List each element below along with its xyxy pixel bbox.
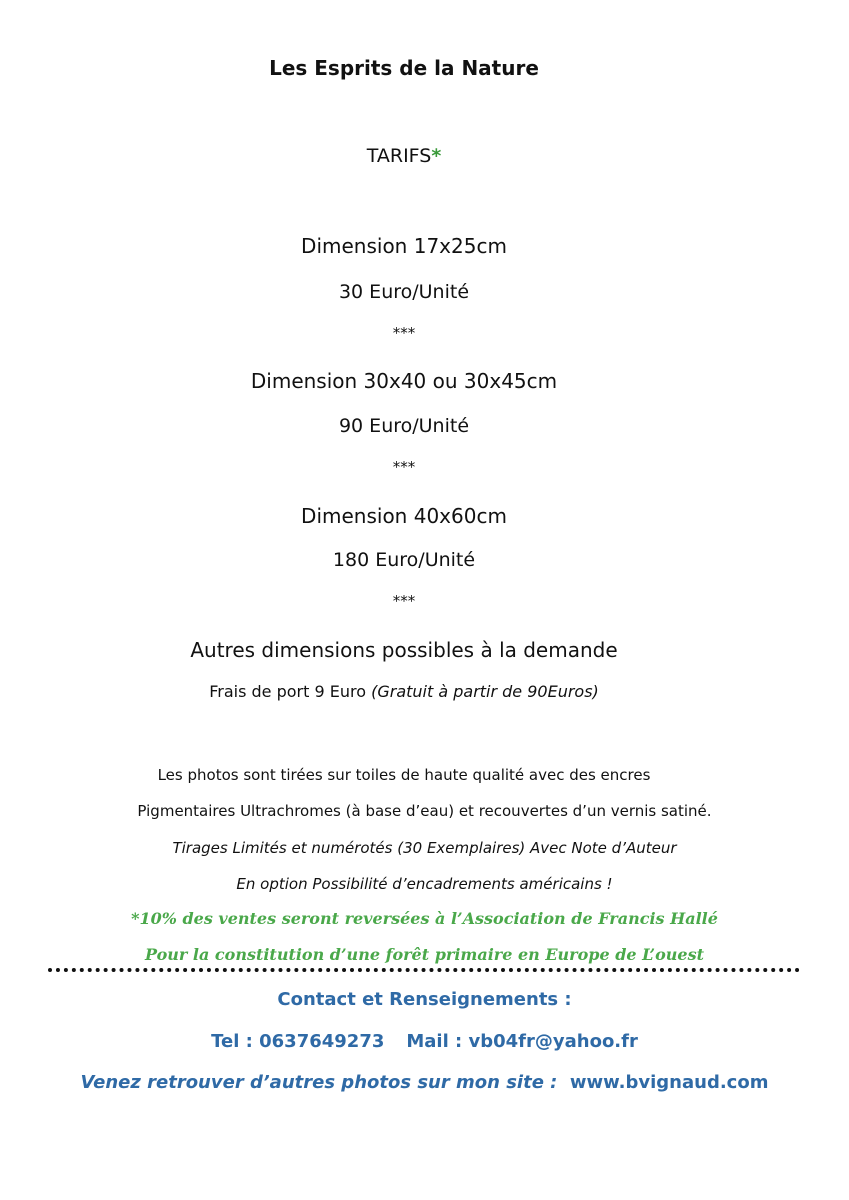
price-dimension-1: Dimension 17x25cm [301, 234, 507, 258]
limited-edition-line: Tirages Limités et numérotés (30 Exemplaires) Avec Note d’Auteur [172, 839, 677, 857]
price-dimension-3: Dimension 40x60cm [301, 504, 507, 528]
page-title: Les Esprits de la Nature [269, 56, 539, 80]
contact-heading: Contact et Renseignements : [277, 989, 572, 1010]
shipping-text: Frais de port 9 Euro [209, 682, 366, 701]
separator-stars-1: *** [392, 324, 416, 342]
website-link[interactable]: www.bvignaud.com [569, 1072, 769, 1093]
quality-line-1: Les photos sont tirées sur toiles de haute qualité avec des encres [157, 766, 651, 784]
separator-stars-3: *** [392, 592, 416, 610]
quality-line-2: Pigmentaires Ultrachromes (à base d’eau) et recouvertes d’un vernis satiné. [137, 802, 712, 820]
contact-phone: Tel : 0637649273 [211, 1031, 385, 1052]
contact-email[interactable]: Mail : vb04fr@yahoo.fr [406, 1031, 638, 1052]
separator-stars-2: *** [392, 458, 416, 476]
framing-option-line: En option Possibilité d’encadrements américains ! [236, 875, 613, 893]
contact-details [0, 1031, 849, 1052]
other-dimensions: Autres dimensions possibles à la demande [190, 638, 618, 662]
tarifs-asterisk: * [431, 145, 442, 167]
price-value-3: 180 Euro/Unité [332, 549, 476, 571]
donation-line-1: *10% des ventes seront reversées à l’Association de Francis Hallé [131, 909, 718, 928]
price-dimension-2: Dimension 30x40 ou 30x45cm [250, 369, 558, 393]
price-value-1: 30 Euro/Unité [338, 281, 470, 303]
dotted-separator [48, 968, 800, 972]
price-value-2: 90 Euro/Unité [338, 415, 470, 437]
website-line [0, 1072, 849, 1093]
website-intro: Venez retrouver d’autres photos sur mon site : [80, 1072, 558, 1093]
shipping-line [0, 682, 808, 701]
tarifs-heading [0, 145, 808, 167]
tarifs-label: TARIFS [366, 145, 432, 167]
shipping-note: (Gratuit à partir de 90Euros) [371, 682, 599, 701]
donation-line-2: Pour la constitution d’une forêt primaire en Europe de L’ouest [144, 945, 704, 964]
